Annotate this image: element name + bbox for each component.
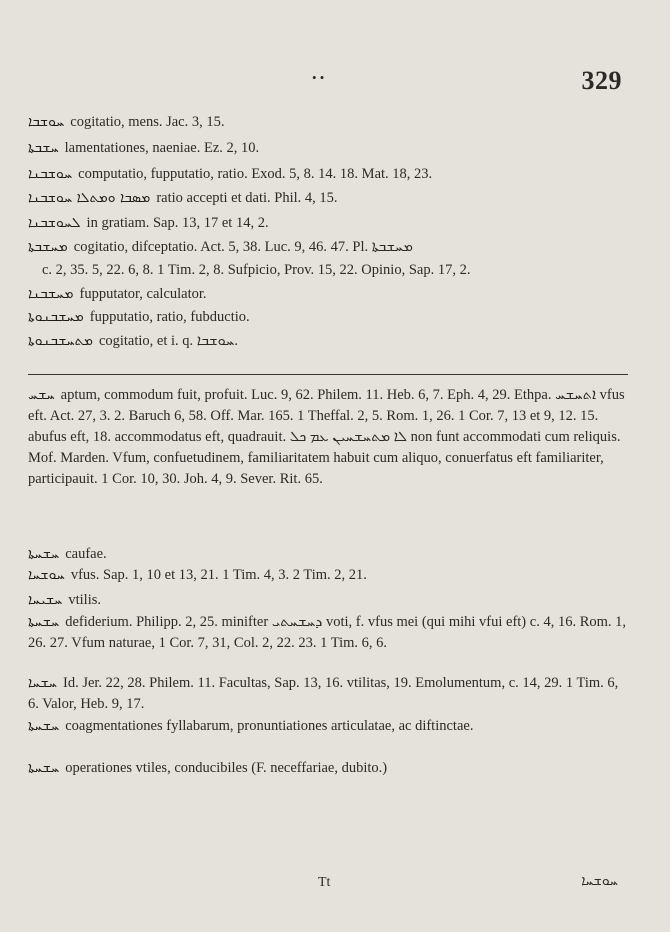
- entry-definition: vtilis.: [68, 592, 102, 608]
- syriac-headword: ܚܘܫܒܢܐ: [28, 166, 73, 182]
- entry: [28, 260, 642, 281]
- entry: [28, 385, 628, 490]
- syriac-headword: ܚܘܫܒܐ: [28, 114, 65, 130]
- entry-definition: c. 2, 35. 5, 22. 6, 8. 1 Tim. 2, 8. Sufpicio, Prov. 15, 22. Opinio, Sap. 17, 2.: [42, 262, 471, 278]
- syriac-headword: ܚܫܚܬܐ: [28, 546, 60, 562]
- page-number: 329: [581, 66, 622, 95]
- entry: [28, 213, 628, 234]
- entry: [28, 331, 628, 352]
- entry-definition: computatio, fupputatio, ratio. Exod. 5, 8. 14. 18. Mat. 18, 23.: [78, 166, 433, 182]
- syriac-headword: ܡܚܫܒܢܐ: [28, 286, 74, 302]
- syriac-headword: ܠܚܘܫܒܢܐ: [28, 215, 81, 231]
- entry: [28, 112, 628, 133]
- entry: [28, 138, 628, 159]
- entry: [28, 188, 628, 209]
- syriac-headword: ܚܫܝܚܐ: [28, 592, 63, 608]
- entry-definition: lamentationes, naeniae. Ez. 2, 10.: [64, 140, 260, 156]
- syriac-headword: ܚܘܫܚܐ: [28, 567, 65, 583]
- entry-definition: vfus. Sap. 1, 10 et 13, 21. 1 Tim. 4, 3. 2 Tim. 2, 21.: [70, 567, 367, 583]
- entry-definition: ratio accepti et dati. Phil. 4, 15.: [156, 190, 338, 206]
- entry: [28, 544, 628, 565]
- entry: [28, 237, 628, 258]
- entry: [28, 284, 628, 305]
- entry-definition: operationes vtiles, conducibiles (F. neceffariae, dubito.): [65, 760, 388, 776]
- entry: [28, 758, 628, 779]
- section-divider: [28, 374, 628, 375]
- entry-definition: fupputator, calculator.: [79, 286, 207, 302]
- entry-definition: defiderium. Philipp. 2, 25. minifter ܕܚܫܚܬܝ voti, f. vfus mei (qui mihi vfui eft) c. 4, 16. Rom. 1, 26. 27. Vfum naturae, 1 Cor. 7, 31, Col. 2, 22. 23. 1 Tim. 6, 6.: [28, 614, 627, 651]
- syriac-headword: ܚܫܚܬܐ: [28, 718, 60, 734]
- syriac-headword: ܚܫܚܐ: [28, 675, 57, 691]
- entry-definition: aptum, commodum fuit, profuit. Luc. 9, 62. Philem. 11. Heb. 6, 7. Eph. 4, 29. Ethpa. ܐܬܚܫܚ vfus eft. Act. 27, 3. 2. Baruch 6, 58. Off. Mar. 165. 1 Theffal. 2, 5. Rom. 1, 26. 1 Cor. 7, 13 et 9, 12. 15. abufus eft, 18. accommodatus eft, quadrauit. ܠܐ ܡܬܚܫܚܝܢ ܥܡ ܟܠ non funt accommodati cum reliquis. Mof. Marden. Vfum, confuetudinem, familiaritatem habuit cum aliquo, conuerfatus eft familiariter, participauit. 1 Cor. 10, 30. Joh. 4, 9. Sever. Rit. 65.: [28, 387, 625, 487]
- entry: [28, 673, 628, 715]
- entry: [28, 590, 628, 611]
- syriac-headword: ܚܫܚܬܐ: [28, 614, 60, 630]
- entry-definition: fupputatio, ratio, fubductio.: [89, 309, 250, 325]
- entry: [28, 716, 628, 737]
- entry-definition: Id. Jer. 22, 28. Philem. 11. Facultas, Sap. 13, 16. vtilitas, 19. Emolumentum, c. 14, 29. 1 Tim. 6, 6. Valor, Heb. 9, 17.: [28, 675, 619, 712]
- syriac-headword: ܡܚܫܒܬܐ: [28, 239, 68, 255]
- entry-definition: cogitatio, et i. q. ܚܘܫܒܐ.: [98, 333, 238, 349]
- syriac-headword: ܡܬܚܫܒܢܘܬܐ: [28, 333, 93, 349]
- entry: [28, 164, 628, 185]
- entry-definition: cogitatio, difceptatio. Act. 5, 38. Luc. 9, 46. 47. Pl. ܡܚܫܒܬܐ: [73, 239, 413, 255]
- signature-mark: Tt: [318, 875, 331, 890]
- syriac-headword: ܚܫܒܬܐ: [28, 140, 59, 156]
- syriac-headword: ܡܚܫܒܢܘܬܐ: [28, 309, 84, 325]
- header-ornament: • •: [312, 70, 325, 85]
- entry: [28, 612, 628, 654]
- entry-definition: caufae.: [65, 546, 107, 562]
- catchword: ܚܘܫܚܐ: [581, 873, 618, 889]
- syriac-headword: ܡܣܒܐ ܘܡܬܠܐ ܚܘܫܒܢܐ: [28, 190, 151, 206]
- entry-definition: cogitatio, mens. Jac. 3, 15.: [70, 114, 225, 130]
- entry-definition: coagmentationes fyllabarum, pronuntiationes articulatae, ac diftinctae.: [65, 718, 474, 734]
- syriac-headword: ܚܫܚ: [28, 387, 55, 403]
- entry: [28, 307, 628, 328]
- syriac-headword: ܚܫܚܬܐ: [28, 760, 60, 776]
- entry: [28, 565, 628, 586]
- entry-definition: in gratiam. Sap. 13, 17 et 14, 2.: [86, 215, 269, 231]
